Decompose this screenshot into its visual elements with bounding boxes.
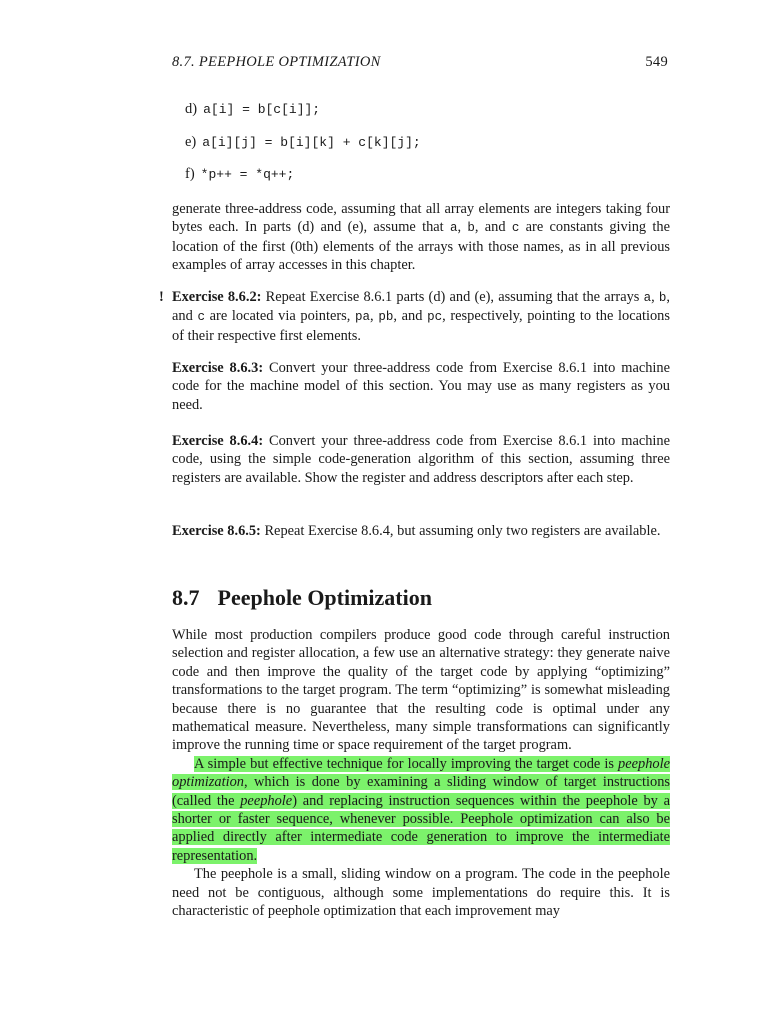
- code-c: c: [511, 221, 520, 236]
- text: , and: [172, 289, 670, 325]
- section-body: [172, 626, 670, 921]
- page-number: 549: [645, 54, 668, 70]
- highlight: [172, 756, 670, 864]
- emphasis: peephole optimization: [172, 755, 670, 791]
- exercise-label: Exercise 8.6.3:: [172, 360, 264, 376]
- body-paragraph-2: [172, 755, 670, 865]
- code-item-code: a[i][j] = b[i][k] + c[k][j];: [202, 135, 421, 150]
- body-paragraph-3: The peephole is a small, sliding window on a program. The code in the peephole need not be contiguous, although some implementations do require this. It is characteristic of peephole optimization that each improvement may: [172, 866, 670, 920]
- exercise-8-6-2: [159, 288, 670, 345]
- text: , respectively, pointing to the locations of their respective first elements.: [172, 308, 670, 344]
- running-head: [172, 54, 668, 71]
- code-item-f: [185, 166, 294, 183]
- code-item-d: [185, 101, 320, 118]
- text: Convert your three-address code from Exercise 8.6.1 into machine code for the machine model of this section. You may use as many registers as you need.: [172, 360, 670, 413]
- text: are located via pointers,: [204, 308, 356, 325]
- exercise-8-6-3: [172, 359, 670, 414]
- code-item-code: a[i] = b[c[i]];: [203, 102, 321, 117]
- text: Repeat Exercise 8.6.1 parts (d) and (e), assuming that the arrays: [261, 289, 644, 305]
- code-item-label: d): [185, 101, 198, 117]
- code-item-label: e): [185, 134, 197, 150]
- code-a: a: [449, 221, 458, 236]
- exercise-8-6-4: [172, 432, 670, 487]
- code-pa: pa: [355, 310, 371, 325]
- code-b: b: [658, 291, 667, 305]
- text: Repeat Exercise 8.6.4, but assuming only two registers are available.: [260, 523, 661, 539]
- text: ,: [370, 308, 379, 325]
- emphasis: peephole: [240, 792, 293, 809]
- text: ) and replacing instruction sequences within the peephole by a shorter or faster sequence, whenever possible. Peephole optimization can also be applied directly after intermediate code generation to improve the intermediate representation.: [172, 792, 671, 864]
- section-number: 8.7: [172, 585, 200, 610]
- code-pc: pc: [427, 310, 443, 325]
- code-pb: pb: [378, 310, 394, 325]
- exercise-label: Exercise 8.6.2:: [172, 289, 262, 305]
- text: ,: [457, 219, 468, 236]
- intro-paragraph: [172, 200, 670, 275]
- exercise-label: Exercise 8.6.5:: [172, 523, 261, 539]
- code-c: c: [197, 310, 205, 325]
- code-item-e: [185, 134, 421, 151]
- code-item-code: *p++ = *q++;: [200, 167, 295, 182]
- code-item-label: f): [185, 166, 195, 182]
- text: are constants giving the location of the first (0th) elements of the arrays with those names, as in all previous examples of array accesses in this chapter.: [172, 219, 670, 274]
- difficulty-mark: !: [159, 289, 164, 305]
- text: A simple but effective technique for locally improving the target code is: [194, 755, 619, 772]
- text: generate three-address code, assuming that all array elements are integers taking four bytes each. In parts (d) and (e), assume that: [172, 201, 670, 236]
- exercise-label: Exercise 8.6.4:: [172, 433, 264, 449]
- exercise-8-6-5: [172, 522, 670, 540]
- text: Convert your three-address code from Exercise 8.6.1 into machine code, using the simple code-generation algorithm of this section, assuming three registers are available. Show the register and address descriptors after each step.: [172, 433, 670, 486]
- body-paragraph-1: While most production compilers produce good code through careful instruction selection and register allocation, a few use an alternative strategy: they generate naive code and then improve the quality of the target code by applying “optimizing” transformations to the target program. The term “optimizing” is somewhat misleading because there is no guarantee that the resulting code is optimal under any mathematical measure. Nevertheless, many simple transformations can significantly improve the running time or space requirement of the target program.: [172, 627, 670, 754]
- running-head-section: 8.7. PEEPHOLE OPTIMIZATION: [172, 54, 381, 70]
- section-title: Peephole Optimization: [217, 585, 432, 610]
- code-b: b: [467, 221, 475, 236]
- text: , which is done by examining a sliding window of target instructions (called the: [172, 774, 670, 809]
- code-a: a: [643, 291, 652, 305]
- text: , and: [393, 308, 428, 325]
- text: , and: [474, 219, 512, 236]
- section-heading: [172, 585, 432, 611]
- text: ,: [651, 289, 659, 305]
